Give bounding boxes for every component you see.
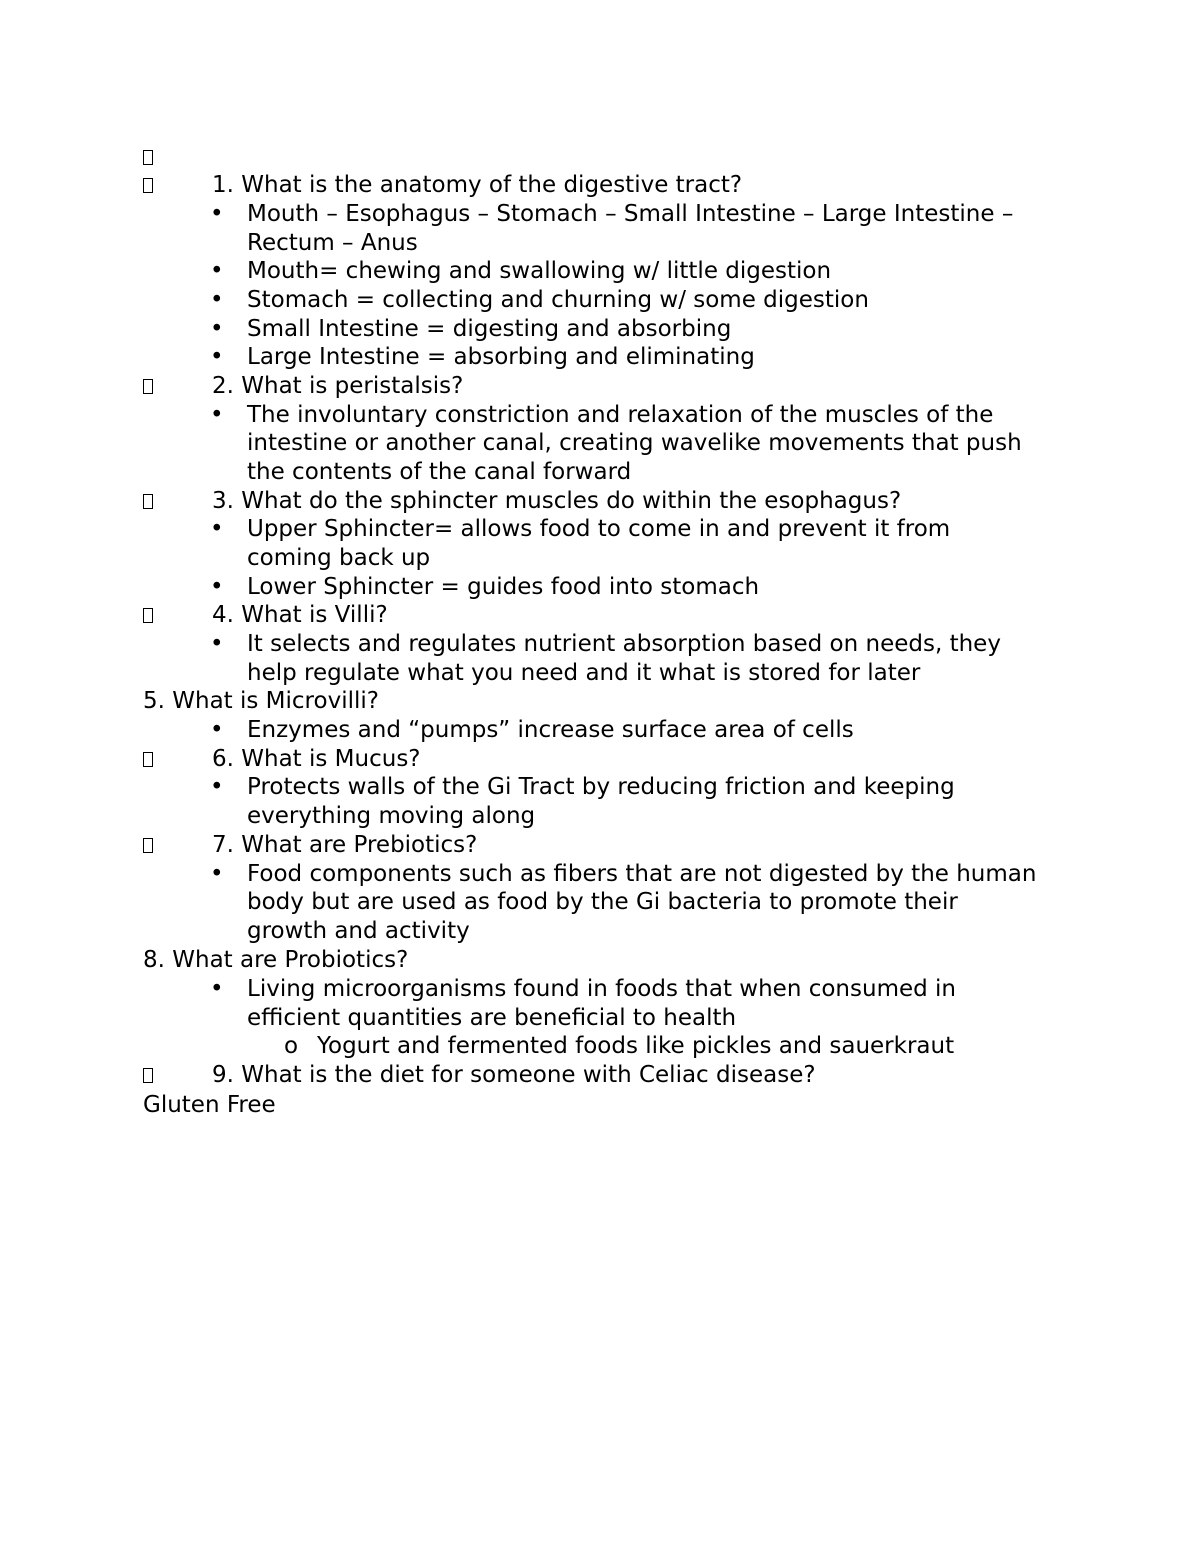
- bullet-marker: •: [210, 258, 224, 284]
- bullet-text: Mouth – Esophagus – Stomach – Small Intestine – Large Intestine –: [247, 201, 1014, 227]
- sub-bullet-text: Yogurt and fermented foods like pickles and sauerkraut: [317, 1033, 955, 1059]
- bullet-marker: •: [210, 976, 224, 1002]
- bullet-text: everything moving along: [247, 803, 536, 829]
- bullet-marker: •: [210, 631, 224, 657]
- bullet-text: growth and activity: [247, 918, 470, 944]
- bullet-marker: •: [210, 774, 224, 800]
- bullet-text: Large Intestine = absorbing and eliminating: [247, 344, 755, 370]
- bullet-text: Living microorganisms found in foods that when consumed in: [247, 976, 957, 1002]
- bullet-text: Protects walls of the Gi Tract by reducing friction and keeping: [247, 774, 955, 800]
- question-text: 2. What is peristalsis?: [212, 373, 464, 399]
- bullet-marker: •: [210, 516, 224, 542]
- question-text: 9. What is the diet for someone with Celiac disease?: [212, 1062, 816, 1088]
- sub-bullet-marker: o: [284, 1033, 299, 1059]
- bullet-text: help regulate what you need and it what is stored for later: [247, 660, 921, 686]
- missing-glyph-icon: [143, 379, 153, 394]
- question-text: 3. What do the sphincter muscles do within the esophagus?: [212, 488, 902, 514]
- question-text: 1. What is the anatomy of the digestive tract?: [212, 172, 743, 198]
- question-text: 6. What is Mucus?: [212, 746, 421, 772]
- bullet-text: Rectum – Anus: [247, 230, 418, 256]
- bullet-text: Upper Sphincter= allows food to come in and prevent it from: [247, 516, 951, 542]
- bullet-text: Enzymes and “pumps” increase surface area of cells: [247, 717, 854, 743]
- bullet-marker: •: [210, 717, 224, 743]
- bullet-marker: •: [210, 402, 224, 428]
- bullet-text: Lower Sphincter = guides food into stomach: [247, 574, 760, 600]
- bullet-marker: •: [210, 574, 224, 600]
- bullet-text: intestine or another canal, creating wavelike movements that push: [247, 430, 1022, 456]
- bullet-text: Food components such as fibers that are not digested by the human: [247, 861, 1037, 887]
- bullet-marker: •: [210, 201, 224, 227]
- bullet-text: body but are used as food by the Gi bacteria to promote their: [247, 889, 958, 915]
- missing-glyph-icon: [143, 150, 153, 165]
- missing-glyph-icon: [143, 1068, 153, 1083]
- bullet-marker: •: [210, 316, 224, 342]
- bullet-marker: •: [210, 287, 224, 313]
- bullet-marker: •: [210, 861, 224, 887]
- question-text: 5. What is Microvilli?: [143, 688, 379, 714]
- missing-glyph-icon: [143, 178, 153, 193]
- missing-glyph-icon: [143, 608, 153, 623]
- question-text: 7. What are Prebiotics?: [212, 832, 478, 858]
- missing-glyph-icon: [143, 838, 153, 853]
- question-text: 4. What is Villi?: [212, 602, 388, 628]
- bullet-marker: •: [210, 344, 224, 370]
- bullet-text: The involuntary constriction and relaxation of the muscles of the: [247, 402, 994, 428]
- missing-glyph-icon: [143, 752, 153, 767]
- missing-glyph-icon: [143, 494, 153, 509]
- bullet-text: It selects and regulates nutrient absorption based on needs, they: [247, 631, 1001, 657]
- bullet-text: coming back up: [247, 545, 431, 571]
- bullet-text: Small Intestine = digesting and absorbing: [247, 316, 732, 342]
- bullet-text: Mouth= chewing and swallowing w/ little digestion: [247, 258, 832, 284]
- answer-text: Gluten Free: [143, 1092, 276, 1118]
- question-text: 8. What are Probiotics?: [143, 947, 409, 973]
- bullet-text: Stomach = collecting and churning w/ some digestion: [247, 287, 869, 313]
- bullet-text: the contents of the canal forward: [247, 459, 632, 485]
- bullet-text: efficient quantities are beneficial to health: [247, 1005, 737, 1031]
